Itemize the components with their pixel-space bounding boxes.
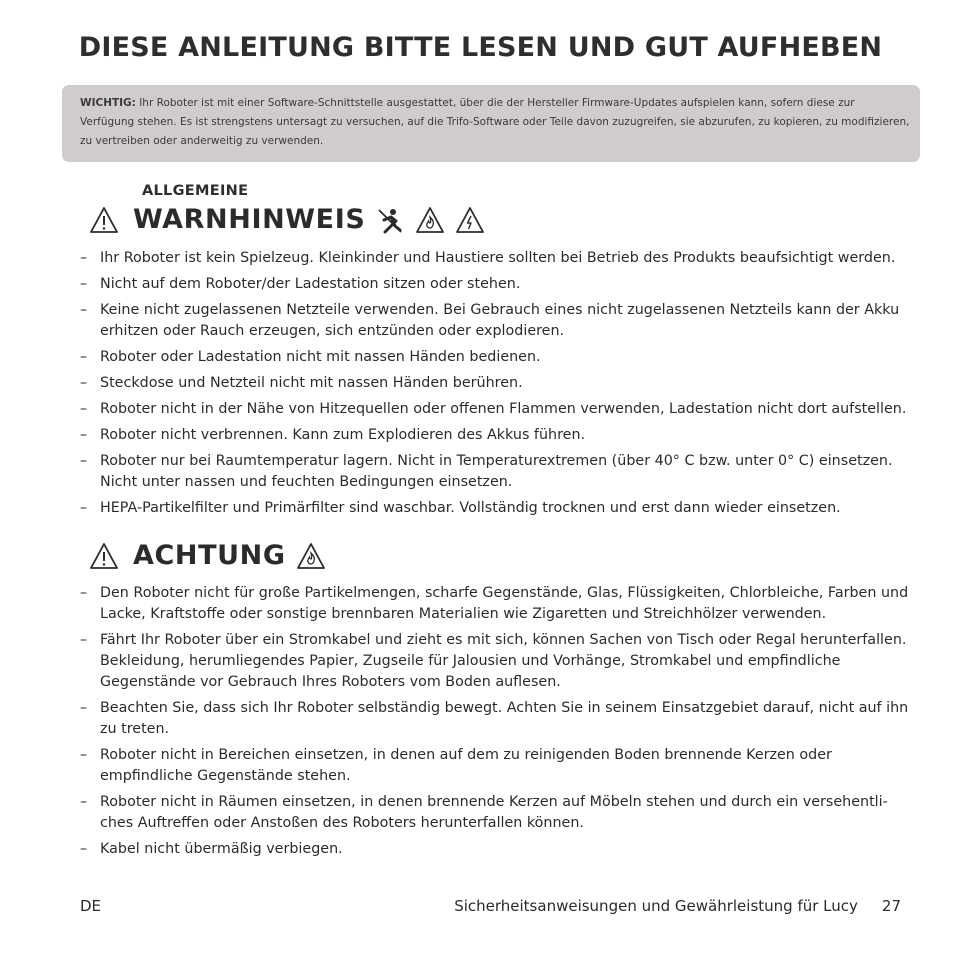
notice-text: Ihr Roboter ist mit einer Software-Schnittstelle ausgestattet, über die der Hersteller Firmware-Updates aufspielen kann, sofern diese zur Verfügung stehen. Es ist strengstens untersagt zu versuchen, auf die Trifo-Software oder Teile davon zuzugreifen, sie abzurufen, zu kopieren, zu modifizieren, zu vertreiben oder anderweitig zu verwenden.: [80, 97, 910, 147]
page-number: 27: [881, 897, 901, 915]
warnings-heading: [89, 204, 485, 235]
bullet-dash: –: [80, 401, 88, 417]
footer-section: [454, 897, 901, 915]
bullet-dash: –: [80, 276, 88, 292]
notice-label: WICHTIG:: [80, 97, 136, 109]
list-item: – Roboter nicht in Räumen einsetzen, in denen brennende Kerzen auf Möbeln stehen und durch ein versehentli-ches Auftreffen oder Anstoßen des Roboters herunterfallen können.: [80, 794, 888, 831]
list-item: – Keine nicht zugelassenen Netzteile verwenden. Bei Gebrauch eines nicht zugelassenen Netzteils kann der Akku erhitzen oder Rauch erzeugen, sich entzünden oder explodieren.: [80, 302, 900, 339]
bullet-dash: –: [80, 375, 88, 391]
bullet-dash: –: [80, 747, 88, 763]
bullet-dash: –: [80, 585, 88, 601]
page-title: DIESE ANLEITUNG BITTE LESEN UND GUT AUFHEBEN: [78, 32, 883, 63]
list-item: – Den Roboter nicht für große Partikelmengen, scharfe Gegenstände, Glas, Flüssigkeiten, Chlorbleiche, Farben und Lacke, Kraftstoffe oder sonstige brennbaren Materialien wie Zigaretten und Streichhölzer verwenden.: [80, 585, 909, 622]
list-item: – Roboter nicht in der Nähe von Hitzequellen oder offenen Flammen verwenden, Ladestation nicht dort aufstellen.: [80, 399, 912, 420]
no-children-icon: [375, 206, 405, 234]
warning-triangle-icon: [89, 206, 119, 234]
warnings-sub-heading: ALLGEMEINE: [142, 183, 249, 199]
bullet-dash: –: [80, 700, 88, 716]
list-item: – Roboter nicht verbrennen. Kann zum Explodieren des Akkus führen.: [80, 425, 912, 446]
important-notice: [62, 85, 920, 162]
warnings-heading-text: WARNHINWEIS: [133, 204, 366, 235]
fire-hazard-icon: [296, 542, 326, 570]
bullet-dash: –: [80, 794, 88, 810]
fire-hazard-icon: [415, 206, 445, 234]
warning-triangle-icon: [89, 542, 119, 570]
footer-language: DE: [80, 897, 102, 915]
bullet-dash: –: [80, 841, 88, 857]
footer-section-title: Sicherheitsanweisungen und Gewährleistung für Lucy: [454, 897, 858, 915]
list-item: – Kabel nicht übermäßig verbiegen.: [80, 839, 912, 860]
list-item: – Roboter nicht in Bereichen einsetzen, in denen auf dem zu reinigenden Boden brennende Kerzen oder empfindliche Gegenstände stehen.: [80, 747, 832, 784]
caution-heading-text: ACHTUNG: [133, 540, 286, 571]
list-item: – Fährt Ihr Roboter über ein Stromkabel und zieht es mit sich, können Sachen von Tisch oder Regal herunterfallen. Bekleidung, herumliegendes Papier, Zugseile für Jalousien und Vorhänge, Stromkabel und empfindliche Gegenstände vor Gebrauch Ihres Roboters vom Boden auflesen.: [80, 632, 907, 690]
bullet-dash: –: [80, 250, 88, 266]
list-item: – Beachten Sie, dass sich Ihr Roboter selbständig bewegt. Achten Sie in seinem Einsatzgebiet darauf, nicht auf ihn zu treten.: [80, 700, 909, 737]
list-item: – Roboter nur bei Raumtemperatur lagern. Nicht in Temperaturextremen (über 40° C bzw. unter 0° C) einsetzen. Nicht unter nassen und feuchten Bedingungen einsetzen.: [80, 453, 893, 490]
list-item: – Nicht auf dem Roboter/der Ladestation sitzen oder stehen.: [80, 274, 912, 295]
list-item: – Ihr Roboter ist kein Spielzeug. Kleinkinder und Haustiere sollten bei Betrieb des Produkts beaufsichtigt werden.: [80, 248, 912, 269]
electric-hazard-icon: [455, 206, 485, 234]
list-item: – Steckdose und Netzteil nicht mit nassen Händen berühren.: [80, 373, 912, 394]
bullet-dash: –: [80, 632, 88, 648]
bullet-dash: –: [80, 349, 88, 365]
bullet-dash: –: [80, 453, 88, 469]
caution-heading: [89, 540, 326, 571]
list-item: – Roboter oder Ladestation nicht mit nassen Händen bedienen.: [80, 347, 912, 368]
bullet-dash: –: [80, 302, 88, 318]
warnings-list: [80, 248, 912, 524]
bullet-dash: –: [80, 427, 88, 443]
list-item: – HEPA-Partikelfilter und Primärfilter sind waschbar. Vollständig trocknen und erst dann wieder einsetzen.: [80, 498, 912, 519]
caution-list: [80, 583, 912, 865]
bullet-dash: –: [80, 500, 88, 516]
